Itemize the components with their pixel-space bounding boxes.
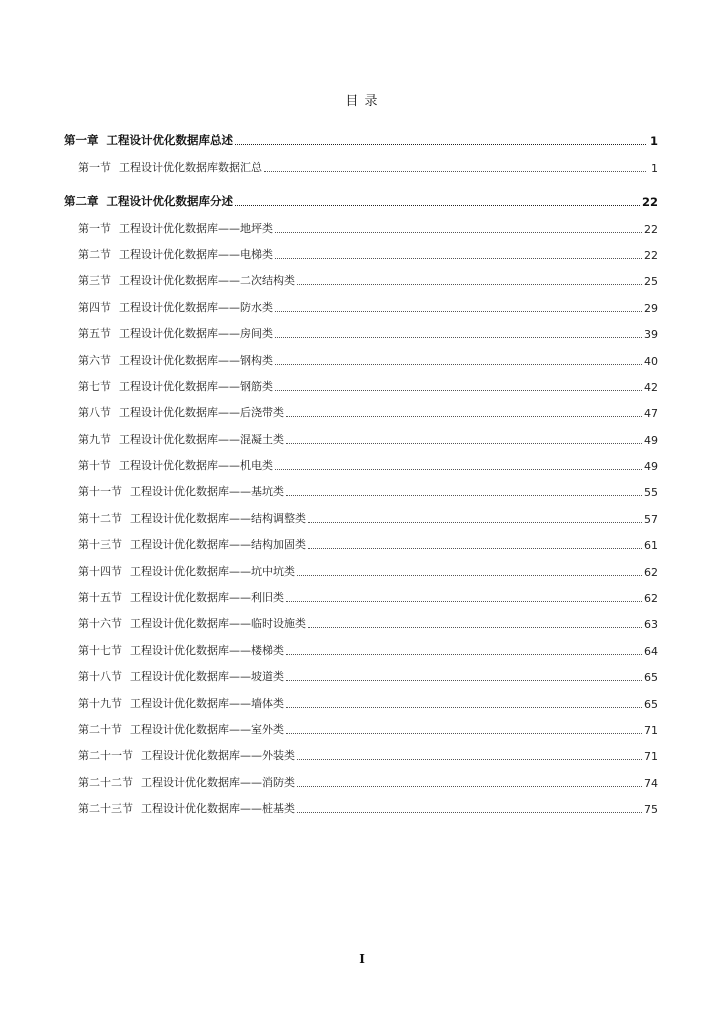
toc-section-2-3[interactable] — [64, 262, 658, 288]
toc-entry-label — [78, 404, 284, 420]
toc-section-2-12[interactable] — [64, 499, 658, 525]
toc-section-2-7[interactable] — [64, 368, 658, 394]
dot-leader — [286, 732, 642, 734]
dot-leader — [275, 468, 642, 470]
toc-section-2-11[interactable] — [64, 473, 658, 499]
toc-entry-number: 第二十三节 — [78, 802, 133, 816]
toc-entry-label — [78, 272, 295, 288]
toc-section-2-20[interactable] — [64, 711, 658, 737]
toc-section-2-1[interactable] — [64, 209, 658, 235]
toc-page-number: 40 — [644, 354, 658, 368]
toc-entry-number: 第十六节 — [78, 617, 122, 631]
toc-page-number: 75 — [644, 803, 658, 817]
toc-entry-number: 第八节 — [78, 406, 111, 420]
toc-entry-title: 工程设计优化数据库——钢筋类 — [119, 379, 273, 393]
dot-leader — [297, 574, 642, 576]
toc-page-number: 49 — [644, 460, 658, 474]
dot-leader — [235, 204, 640, 206]
toc-page-number: 61 — [644, 539, 658, 553]
toc-section-2-9[interactable] — [64, 420, 658, 446]
toc-section-2-21[interactable] — [64, 737, 658, 763]
toc-entry-number: 第二节 — [78, 247, 111, 261]
toc-entry-label — [78, 774, 295, 790]
toc-chapter-1[interactable] — [64, 122, 658, 148]
dot-leader — [297, 283, 642, 285]
dot-leader — [297, 785, 642, 787]
toc-entry-label — [64, 193, 233, 209]
toc-page-number: 42 — [644, 380, 658, 394]
dot-leader — [275, 363, 642, 365]
toc-page-number: 62 — [644, 565, 658, 579]
toc-entry-number: 第九节 — [78, 432, 111, 446]
toc-entry-label — [78, 695, 284, 711]
toc-entry-title: 工程设计优化数据库——后浇带类 — [119, 406, 284, 420]
table-of-contents — [64, 122, 658, 816]
toc-entry-label — [78, 615, 306, 631]
toc-entry-label — [78, 589, 284, 605]
toc-entry-label — [78, 536, 306, 552]
toc-section-2-10[interactable] — [64, 447, 658, 473]
toc-entry-label — [78, 220, 273, 236]
page-number: I — [359, 952, 365, 966]
page-title: 目 录 — [345, 94, 379, 109]
toc-section-2-16[interactable] — [64, 605, 658, 631]
toc-entry-title: 工程设计优化数据库——地坪类 — [119, 221, 273, 235]
toc-entry-number: 第十二节 — [78, 511, 122, 525]
dot-leader — [297, 758, 642, 760]
toc-entry-title: 工程设计优化数据库——房间类 — [119, 327, 273, 341]
dot-leader — [286, 494, 642, 496]
toc-section-2-14[interactable] — [64, 552, 658, 578]
toc-entry-title: 工程设计优化数据库——坑中坑类 — [130, 564, 295, 578]
toc-page-number: 22 — [644, 248, 658, 262]
toc-entry-title: 工程设计优化数据库——室外类 — [130, 722, 284, 736]
dot-leader — [286, 679, 642, 681]
toc-entry-number: 第二章 — [64, 194, 99, 209]
toc-entry-number: 第十一节 — [78, 485, 122, 499]
toc-entry-label — [78, 721, 284, 737]
toc-entry-number: 第一章 — [64, 133, 99, 148]
toc-entry-number: 第十三节 — [78, 538, 122, 552]
toc-entry-title: 工程设计优化数据库总述 — [106, 133, 233, 148]
toc-section-2-2[interactable] — [64, 236, 658, 262]
toc-entry-title: 工程设计优化数据库——楼梯类 — [130, 643, 284, 657]
toc-entry-number: 第二十一节 — [78, 749, 133, 763]
toc-entry-label — [78, 563, 295, 579]
toc-section-2-15[interactable] — [64, 579, 658, 605]
toc-section-2-17[interactable] — [64, 631, 658, 657]
dot-leader — [286, 442, 642, 444]
dot-leader — [286, 706, 642, 708]
toc-entry-title: 工程设计优化数据库——机电类 — [119, 459, 273, 473]
toc-page-number: 22 — [644, 222, 658, 236]
toc-entry-number: 第三节 — [78, 274, 111, 288]
toc-section-2-4[interactable] — [64, 288, 658, 314]
toc-entry-number: 第十九节 — [78, 696, 122, 710]
toc-entry-title: 工程设计优化数据库数据汇总 — [119, 160, 262, 174]
toc-entry-label — [78, 642, 284, 658]
chapter-spacer — [64, 175, 658, 183]
toc-section-2-6[interactable] — [64, 341, 658, 367]
toc-entry-title: 工程设计优化数据库——结构调整类 — [130, 511, 306, 525]
toc-entry-label — [78, 483, 284, 499]
toc-entry-title: 工程设计优化数据库——外装类 — [141, 749, 295, 763]
toc-entry-number: 第十五节 — [78, 591, 122, 605]
dot-leader — [297, 811, 642, 813]
toc-entry-title: 工程设计优化数据库——混凝土类 — [119, 432, 284, 446]
toc-entry-number: 第六节 — [78, 353, 111, 367]
toc-entry-title: 工程设计优化数据库——临时设施类 — [130, 617, 306, 631]
toc-entry-number: 第四节 — [78, 300, 111, 314]
toc-entry-title: 工程设计优化数据库——防水类 — [119, 300, 273, 314]
toc-chapter-2[interactable] — [64, 183, 658, 209]
toc-page-number: 65 — [644, 697, 658, 711]
toc-page-number: 74 — [644, 776, 658, 790]
dot-leader — [264, 170, 646, 172]
toc-page-number: 65 — [644, 671, 658, 685]
toc-section-2-22[interactable] — [64, 763, 658, 789]
dot-leader — [286, 653, 642, 655]
toc-entry-label — [78, 246, 273, 262]
toc-page-number: 29 — [644, 301, 658, 315]
toc-entry-label — [78, 457, 273, 473]
toc-page-number: 49 — [644, 433, 658, 447]
toc-entry-label — [78, 431, 284, 447]
dot-leader — [275, 310, 642, 312]
toc-entry-label — [78, 747, 295, 763]
toc-entry-number: 第十节 — [78, 459, 111, 473]
toc-section-2-5[interactable] — [64, 315, 658, 341]
dot-leader — [275, 257, 642, 259]
dot-leader — [308, 547, 642, 549]
toc-page-number: 63 — [644, 618, 658, 632]
dot-leader — [275, 389, 642, 391]
toc-entry-label — [64, 132, 233, 148]
toc-entry-title: 工程设计优化数据库——消防类 — [141, 775, 295, 789]
toc-section-2-8[interactable] — [64, 394, 658, 420]
toc-entry-number: 第十七节 — [78, 643, 122, 657]
dot-leader — [275, 336, 642, 338]
toc-entry-label — [78, 299, 273, 315]
toc-entry-label — [78, 800, 295, 816]
toc-entry-number: 第一节 — [78, 160, 111, 174]
toc-entry-number: 第五节 — [78, 327, 111, 341]
dot-leader — [286, 600, 642, 602]
toc-entry-label — [78, 352, 273, 368]
toc-page-number: 71 — [644, 750, 658, 764]
toc-entry-label — [78, 325, 273, 341]
toc-entry-title: 工程设计优化数据库——二次结构类 — [119, 274, 295, 288]
toc-entry-title: 工程设计优化数据库——基坑类 — [130, 485, 284, 499]
dot-leader — [308, 521, 642, 523]
toc-page-number: 1 — [651, 161, 658, 175]
toc-section-2-18[interactable] — [64, 658, 658, 684]
toc-entry-title: 工程设计优化数据库——结构加固类 — [130, 538, 306, 552]
toc-entry-label — [78, 378, 273, 394]
toc-page-number: 47 — [644, 407, 658, 421]
toc-entry-title: 工程设计优化数据库——桩基类 — [141, 802, 295, 816]
toc-entry-number: 第二十节 — [78, 722, 122, 736]
toc-entry-label — [78, 510, 306, 526]
toc-section-2-19[interactable] — [64, 684, 658, 710]
toc-page-number: 71 — [644, 723, 658, 737]
toc-entry-title: 工程设计优化数据库分述 — [106, 194, 233, 209]
toc-entry-number: 第七节 — [78, 379, 111, 393]
dot-leader — [286, 415, 642, 417]
toc-page-number: 39 — [644, 328, 658, 342]
toc-entry-title: 工程设计优化数据库——坡道类 — [130, 670, 284, 684]
toc-entry-title: 工程设计优化数据库——利旧类 — [130, 591, 284, 605]
toc-entry-title: 工程设计优化数据库——墙体类 — [130, 696, 284, 710]
toc-page-number: 57 — [644, 512, 658, 526]
toc-section-2-13[interactable] — [64, 526, 658, 552]
toc-section-2-23[interactable] — [64, 790, 658, 816]
toc-page-number: 25 — [644, 275, 658, 289]
toc-entry-number: 第一节 — [78, 221, 111, 235]
toc-page-number: 55 — [644, 486, 658, 500]
dot-leader — [235, 143, 646, 145]
toc-page-number: 22 — [641, 195, 658, 210]
toc-page-number: 64 — [644, 644, 658, 658]
toc-entry-number: 第十八节 — [78, 670, 122, 684]
toc-page-number: 1 — [649, 134, 658, 149]
toc-entry-number: 第二十二节 — [78, 775, 133, 789]
toc-section-1-1[interactable] — [64, 148, 658, 174]
toc-entry-label — [78, 668, 284, 684]
dot-leader — [275, 231, 642, 233]
toc-entry-number: 第十四节 — [78, 564, 122, 578]
toc-entry-title: 工程设计优化数据库——钢构类 — [119, 353, 273, 367]
dot-leader — [308, 626, 642, 628]
toc-entry-title: 工程设计优化数据库——电梯类 — [119, 247, 273, 261]
toc-page-number: 62 — [644, 592, 658, 606]
toc-entry-label — [78, 159, 262, 175]
